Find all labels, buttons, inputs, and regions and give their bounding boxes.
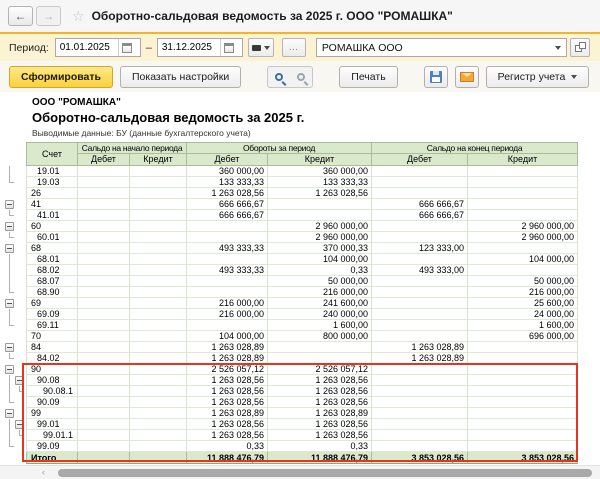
tree-line — [26, 265, 578, 276]
cell-ok[interactable]: 104 000,00 — [268, 254, 372, 265]
cell-ok[interactable]: 360 000,00 — [268, 166, 372, 177]
tree-line — [26, 177, 578, 188]
balance-table — [26, 142, 578, 464]
cell-account[interactable]: 26 — [26, 188, 78, 199]
cell-ok[interactable]: 1 263 028,56 — [268, 188, 372, 199]
report-title: Оборотно-сальдовая ведомость за 2025 г. — [32, 110, 305, 125]
collapse-group-icon[interactable] — [26, 298, 578, 309]
column-header-debit: Дебет — [78, 154, 130, 166]
column-header-opening-balance: Сальдо на начало периода — [78, 142, 187, 154]
cell-od[interactable]: 1 263 028,89 — [187, 353, 268, 364]
envelope-icon — [460, 72, 474, 82]
cell-kd[interactable]: 666 666,67 — [372, 210, 468, 221]
collapse-group-icon[interactable] — [26, 364, 578, 375]
cell-nd[interactable] — [78, 188, 130, 199]
table-row — [26, 419, 578, 430]
period-label: Период: — [9, 41, 49, 54]
table-row — [26, 331, 578, 342]
table-row — [26, 265, 578, 276]
tree-line — [26, 232, 578, 243]
cell-od[interactable]: 493 333,33 — [187, 243, 268, 254]
cell-account[interactable]: 68.02 — [26, 265, 78, 276]
cell-od[interactable]: 104 000,00 — [187, 331, 268, 342]
cell-ok[interactable]: 2 960 000,00 — [268, 221, 372, 232]
cell-od[interactable]: 493 333,33 — [187, 265, 268, 276]
cell-account[interactable]: 99.01 — [26, 419, 78, 430]
chevron-down-icon — [571, 75, 577, 79]
cell-ok[interactable]: 1 263 028,56 — [268, 419, 372, 430]
cell-account[interactable]: 60.01 — [26, 232, 78, 243]
cell-account[interactable]: Итого — [26, 452, 78, 464]
cell-ok[interactable]: 0,33 — [268, 265, 372, 276]
table-row — [26, 408, 578, 419]
cell-account[interactable]: 90.08.1 — [26, 386, 78, 397]
column-header-closing-balance: Сальдо на конец периода — [372, 142, 578, 154]
period-panel — [0, 34, 600, 61]
cell-od[interactable]: 1 263 028,89 — [187, 408, 268, 419]
tree-line — [26, 254, 578, 265]
cell-nk[interactable] — [130, 331, 187, 342]
forward-icon: → — [42, 9, 55, 23]
cell-ok[interactable]: 370 000,33 — [268, 243, 372, 254]
period-from-input[interactable] — [56, 42, 118, 53]
cell-nk[interactable] — [130, 452, 187, 464]
table-row — [26, 342, 578, 353]
cell-od[interactable]: 1 263 028,56 — [187, 386, 268, 397]
cell-account[interactable]: 60 — [26, 221, 78, 232]
period-select-button[interactable] — [248, 38, 274, 57]
chevron-down-icon — [264, 46, 270, 50]
collapse-group-icon[interactable] — [26, 375, 578, 386]
table-row — [26, 243, 578, 254]
cell-ok[interactable]: 241 600,00 — [268, 298, 372, 309]
table-row — [26, 221, 578, 232]
cell-account[interactable]: 69.11 — [26, 320, 78, 331]
column-header-debit: Дебет — [372, 154, 468, 166]
cell-kd[interactable]: 1 263 028,89 — [372, 342, 468, 353]
report-organization: ООО "РОМАШКА" — [32, 97, 121, 108]
tree-line — [26, 166, 578, 177]
table-row — [26, 276, 578, 287]
window-titlebar — [0, 0, 600, 34]
tree-line — [26, 430, 578, 441]
table-row — [26, 232, 578, 243]
tree-line — [26, 210, 578, 221]
collapse-group-icon[interactable] — [26, 221, 578, 232]
collapse-group-icon[interactable] — [26, 199, 578, 210]
cell-od[interactable]: 133 333,33 — [187, 177, 268, 188]
table-rows — [26, 166, 578, 464]
table-row — [26, 397, 578, 408]
cell-od[interactable]: 1 263 028,89 — [187, 342, 268, 353]
collapse-group-icon[interactable] — [26, 419, 578, 430]
cell-nk[interactable] — [130, 188, 187, 199]
report-toolbar — [0, 61, 600, 92]
tree-line — [26, 287, 578, 298]
cell-ok[interactable]: 133 333,33 — [268, 177, 372, 188]
cell-kk[interactable] — [468, 188, 578, 199]
column-header-credit: Кредит — [268, 154, 372, 166]
calendar-icon — [122, 43, 132, 53]
table-row — [26, 298, 578, 309]
calendar-from-button[interactable] — [118, 39, 135, 56]
cell-ok[interactable]: 1 263 028,56 — [268, 375, 372, 386]
cell-od[interactable]: 666 666,67 — [187, 210, 268, 221]
cell-od[interactable]: 1 263 028,56 — [187, 375, 268, 386]
table-row — [26, 441, 578, 452]
cell-od[interactable]: 1 263 028,56 — [187, 397, 268, 408]
tree-line — [26, 276, 578, 287]
cell-account[interactable]: 68.90 — [26, 287, 78, 298]
scroll-left-icon[interactable]: ‹ — [42, 467, 45, 477]
column-header-credit: Кредит — [130, 154, 187, 166]
table-row — [26, 199, 578, 210]
show-settings-button[interactable]: Показать настройки — [120, 66, 241, 88]
calendar-to-button[interactable] — [220, 39, 237, 56]
cell-od[interactable]: 666 666,67 — [187, 199, 268, 210]
table-row — [26, 254, 578, 265]
chevron-down-icon — [555, 46, 561, 50]
table-header-row-subcolumns — [78, 154, 578, 166]
column-header-turnover: Обороты за период — [187, 142, 372, 154]
scrollbar-thumb[interactable] — [58, 469, 592, 477]
register-menu-button[interactable] — [486, 66, 590, 88]
column-header-debit: Дебет — [187, 154, 268, 166]
table-row — [26, 430, 578, 441]
table-row — [26, 386, 578, 397]
page-title: Оборотно-сальдовая ведомость за 2025 г. ООО "РОМАШКА" — [91, 9, 453, 23]
cell-kd[interactable] — [372, 188, 468, 199]
cell-account[interactable]: 90.09 — [26, 397, 78, 408]
organization-value: РОМАШКА ООО — [321, 41, 403, 54]
cell-ok[interactable]: 1 600,00 — [268, 320, 372, 331]
search-next-button[interactable] — [290, 67, 312, 87]
report-subtitle: Выводимые данные: БУ (данные бухгалтерского учета) — [32, 128, 251, 138]
cell-od[interactable]: 2 526 057,12 — [187, 364, 268, 375]
back-icon: ← — [14, 9, 27, 23]
cell-ok[interactable]: 240 000,00 — [268, 309, 372, 320]
cell-account[interactable]: 68 — [26, 243, 78, 254]
period-to-field[interactable] — [157, 38, 243, 57]
save-button[interactable] — [424, 66, 448, 88]
cell-kd[interactable]: 3 853 028,56 — [372, 452, 468, 464]
cell-kk[interactable]: 25 600,00 — [468, 298, 578, 309]
organization-choose-button[interactable] — [570, 38, 590, 57]
print-button[interactable]: Печать — [339, 66, 397, 88]
period-to-input[interactable] — [158, 42, 220, 53]
table-row — [26, 188, 578, 199]
cell-kk[interactable]: 24 000,00 — [468, 309, 578, 320]
cell-nd[interactable] — [78, 452, 130, 464]
cell-kd[interactable]: 493 333,00 — [372, 265, 468, 276]
cell-account[interactable]: 90 — [26, 364, 78, 375]
cell-ok[interactable]: 800 000,00 — [268, 331, 372, 342]
tree-line — [26, 320, 578, 331]
period-dash: – — [145, 41, 152, 54]
search-next-icon — [297, 73, 305, 81]
cell-od[interactable]: 1 263 028,56 — [187, 419, 268, 430]
table-row — [26, 287, 578, 298]
collapse-group-icon[interactable] — [26, 342, 578, 353]
cell-account[interactable]: 69 — [26, 298, 78, 309]
cell-kk[interactable]: 696 000,00 — [468, 331, 578, 342]
collapse-group-icon[interactable] — [26, 408, 578, 419]
cell-account[interactable]: 68.07 — [26, 276, 78, 287]
tree-line — [26, 309, 578, 320]
cell-od[interactable]: 1 263 028,56 — [187, 430, 268, 441]
favorite-star-icon[interactable]: ☆ — [72, 7, 85, 24]
period-from-field[interactable] — [55, 38, 141, 57]
table-row — [26, 210, 578, 221]
cell-od[interactable]: 1 263 028,56 — [187, 188, 268, 199]
cell-ok[interactable]: 11 888 476,79 — [268, 452, 372, 464]
cell-kd[interactable]: 1 263 028,89 — [372, 353, 468, 364]
table-row — [26, 166, 578, 177]
table-row — [26, 320, 578, 331]
table-row — [26, 375, 578, 386]
back-button[interactable] — [8, 6, 33, 26]
cell-ok[interactable]: 1 263 028,56 — [268, 397, 372, 408]
cell-ok[interactable]: 216 000,00 — [268, 287, 372, 298]
cell-od[interactable]: 360 000,00 — [187, 166, 268, 177]
cell-ok[interactable]: 50 000,00 — [268, 276, 372, 287]
cell-account[interactable]: 41 — [26, 199, 78, 210]
horizontal-scrollbar[interactable] — [0, 465, 600, 479]
cell-od[interactable]: 216 000,00 — [187, 309, 268, 320]
cell-account[interactable]: 69.09 — [26, 309, 78, 320]
cell-kk[interactable]: 3 853 028,56 — [468, 452, 578, 464]
cell-account[interactable]: 19.03 — [26, 177, 78, 188]
cell-kd[interactable]: 666 666,67 — [372, 199, 468, 210]
cell-kk[interactable]: 104 000,00 — [468, 254, 578, 265]
table-row — [26, 353, 578, 364]
search-button[interactable] — [268, 67, 290, 87]
tree-line — [26, 397, 578, 408]
organization-dropdown-button[interactable] — [550, 39, 566, 56]
cell-kk[interactable]: 1 600,00 — [468, 320, 578, 331]
cell-account[interactable]: 70 — [26, 331, 78, 342]
cell-ok[interactable]: 2 960 000,00 — [268, 232, 372, 243]
tree-line — [26, 441, 578, 452]
table-total-row — [26, 452, 578, 464]
cell-account[interactable]: 99.09 — [26, 441, 78, 452]
more-period-button[interactable]: … — [282, 38, 306, 57]
send-email-button[interactable] — [455, 66, 479, 88]
collapse-group-icon[interactable] — [26, 243, 578, 254]
cell-account[interactable]: 68.01 — [26, 254, 78, 265]
cell-kk[interactable]: 216 000,00 — [468, 287, 578, 298]
report-area — [0, 92, 600, 463]
cell-kd[interactable]: 123 333,00 — [372, 243, 468, 254]
table-row — [26, 309, 578, 320]
search-icon — [275, 73, 283, 81]
column-header-credit: Кредит — [468, 154, 578, 166]
cell-ok[interactable]: 1 263 028,56 — [268, 430, 372, 441]
cell-kk[interactable]: 2 960 000,00 — [468, 221, 578, 232]
cell-account[interactable]: 19.01 — [26, 166, 78, 177]
tree-line — [26, 386, 578, 397]
cell-account[interactable]: 90.08 — [26, 375, 78, 386]
cell-nd[interactable] — [78, 331, 130, 342]
organization-combobox[interactable] — [316, 38, 567, 57]
cell-ok[interactable]: 0,33 — [268, 441, 372, 452]
save-icon — [430, 71, 442, 83]
cell-ok[interactable]: 1 263 028,56 — [268, 386, 372, 397]
calendar-icon — [224, 43, 234, 53]
column-header-account: Счет — [26, 142, 78, 166]
forward-button[interactable] — [36, 6, 61, 26]
choose-from-list-icon — [579, 42, 586, 49]
cell-ok[interactable]: 2 526 057,12 — [268, 364, 372, 375]
cell-account[interactable]: 41.01 — [26, 210, 78, 221]
cell-kk[interactable]: 50 000,00 — [468, 276, 578, 287]
cell-od[interactable]: 11 888 476,79 — [187, 452, 268, 464]
period-range-icon — [252, 45, 261, 51]
cell-account[interactable]: 84 — [26, 342, 78, 353]
cell-account[interactable]: 99 — [26, 408, 78, 419]
cell-od[interactable]: 216 000,00 — [187, 298, 268, 309]
cell-ok[interactable]: 1 263 028,89 — [268, 408, 372, 419]
tree-line — [26, 353, 578, 364]
table-row — [26, 177, 578, 188]
cell-account[interactable]: 99.01.1 — [26, 430, 78, 441]
cell-account[interactable]: 84.02 — [26, 353, 78, 364]
table-row — [26, 364, 578, 375]
cell-kd[interactable] — [372, 331, 468, 342]
register-menu-label: Регистр учета — [497, 70, 566, 83]
cell-od[interactable]: 0,33 — [187, 441, 268, 452]
cell-kk[interactable]: 2 960 000,00 — [468, 232, 578, 243]
search-button-group — [267, 66, 313, 88]
generate-button[interactable]: Сформировать — [9, 66, 113, 88]
